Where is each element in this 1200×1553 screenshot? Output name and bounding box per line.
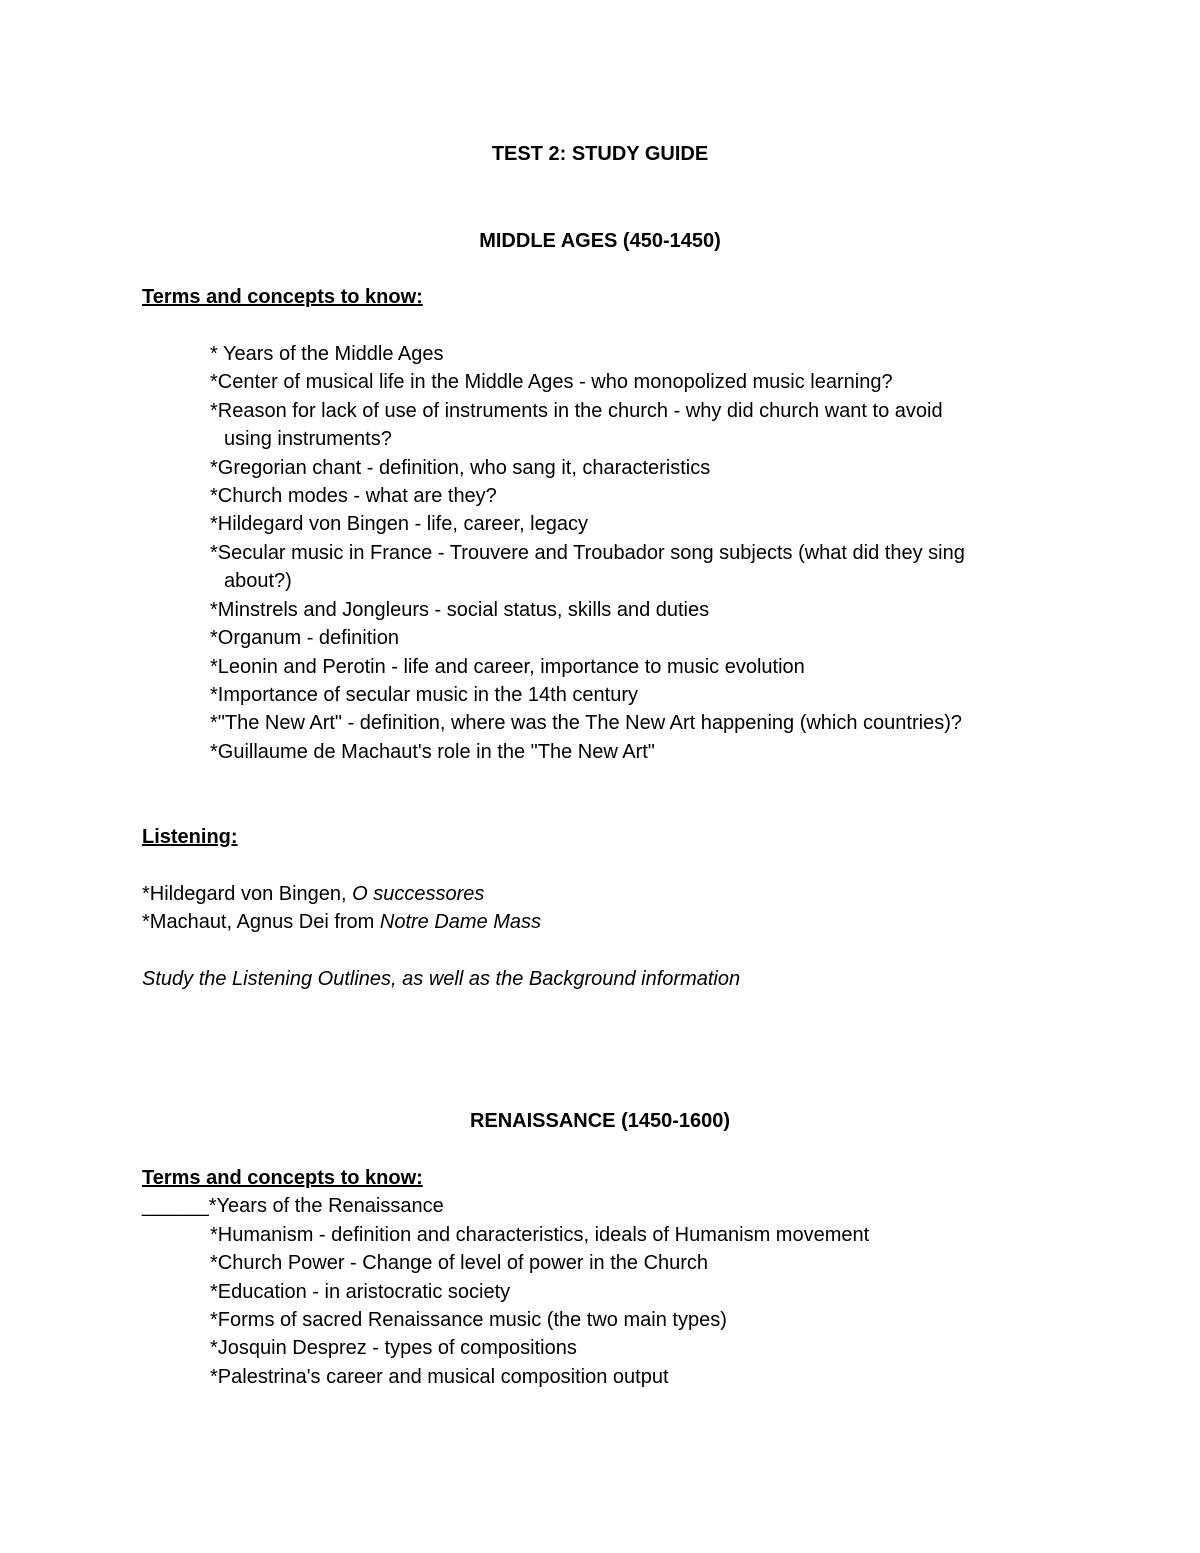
terms-heading-middle-ages: Terms and concepts to know: <box>142 286 423 308</box>
list-item: *"The New Art" - definition, where was the The New Art happening (which countries)? <box>210 712 962 734</box>
list-item: *Palestrina's career and musical composition output <box>210 1366 669 1388</box>
list-item: *Church modes - what are they? <box>210 485 497 507</box>
section-heading-middle-ages: MIDDLE AGES (450-1450) <box>479 230 721 252</box>
list-item: *Humanism - definition and characteristics, ideals of Humanism movement <box>210 1224 870 1246</box>
list-item: * Years of the Middle Ages <box>210 343 444 365</box>
terms-heading-renaissance: Terms and concepts to know: <box>142 1167 423 1189</box>
list-item: *Gregorian chant - definition, who sang it, characteristics <box>210 457 711 479</box>
list-item: *Education - in aristocratic society <box>210 1281 511 1303</box>
list-item: *Reason for lack of use of instruments in the church - why did church want to avoid <box>210 400 943 422</box>
list-item: *Importance of secular music in the 14th century <box>210 684 638 706</box>
list-item-with-blank <box>142 1194 444 1218</box>
listening-heading: Listening: <box>142 826 238 848</box>
listening-item <box>142 910 541 934</box>
listening-item-work: Notre Dame Mass <box>379 911 542 933</box>
section-heading-renaissance: RENAISSANCE (1450-1600) <box>469 1110 731 1132</box>
list-item: *Guillaume de Machaut's role in the "The New Art" <box>210 741 655 763</box>
listening-item-prefix: *Machaut, Agnus Dei from <box>142 911 380 933</box>
list-item: *Center of musical life in the Middle Ages - who monopolized music learning? <box>210 371 893 393</box>
list-item: *Church Power - Change of level of power in the Church <box>210 1252 709 1274</box>
list-item: *Organum - definition <box>210 627 399 649</box>
listening-item <box>142 882 484 906</box>
list-item-continuation: using instruments? <box>224 428 392 450</box>
list-item: *Forms of sacred Renaissance music (the two main types) <box>210 1309 727 1331</box>
list-item-continuation: about?) <box>224 570 292 592</box>
study-note: Study the Listening Outlines, as well as the Background information <box>142 968 741 990</box>
listening-item-work: O successores <box>352 883 485 905</box>
list-item: *Years of the Renaissance <box>208 1195 444 1217</box>
listening-item-prefix: *Hildegard von Bingen, <box>142 883 353 905</box>
blank-line: ______ <box>142 1195 209 1217</box>
list-item: *Josquin Desprez - types of compositions <box>210 1337 577 1359</box>
list-item: *Minstrels and Jongleurs - social status, skills and duties <box>210 599 710 621</box>
list-item: *Hildegard von Bingen - life, career, legacy <box>210 513 588 535</box>
list-item: *Secular music in France - Trouvere and Troubador song subjects (what did they sing <box>210 542 965 564</box>
list-item: *Leonin and Perotin - life and career, importance to music evolution <box>210 656 805 678</box>
document-title: TEST 2: STUDY GUIDE <box>491 143 709 165</box>
